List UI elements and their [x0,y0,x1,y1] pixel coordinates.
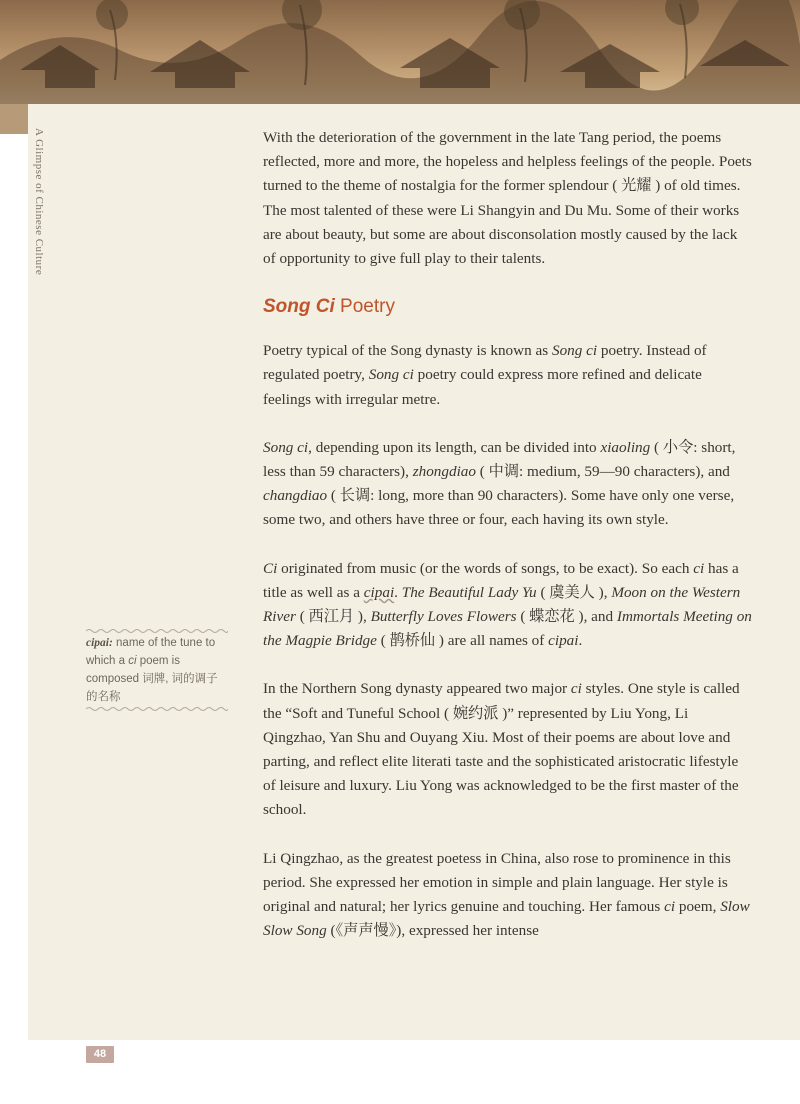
page-number: 48 [86,1046,114,1063]
note-text: poem is composed 词牌, 词的调子的名称 [86,655,218,703]
text: , depending upon its length, can be divided into [308,438,601,456]
main-text [263,126,753,967]
text: ( 中调: medium, 59—90 characters), and [476,463,730,481]
text: Poetry typical of the Song dynasty is known as [263,342,552,360]
term: changdiao [263,487,328,505]
text: ( 长调: long, more than 90 characters). Some have only one verse, some two, and others have three or four, each having its own style. [263,487,735,529]
text: poetry could express more refined and delicate feelings with irregular metre. [263,366,702,408]
term: zhongdiao [412,463,476,481]
term: Song ci [368,366,414,384]
paragraph-1 [263,339,753,412]
wavy-divider-icon [86,706,228,712]
text: In the Northern Song dynasty appeared two major [263,680,571,698]
term: Ci [263,559,278,577]
note-text: name of the tune to which a [86,637,216,667]
text: has a title as well as a [263,559,739,601]
term: Song ci [551,342,598,360]
paragraph-5 [263,847,753,944]
text: styles. One style is called the “Soft and Tuneful School ( 婉约派 )” represented by Liu Yong, Li Qingzhao, Yan Shu and Ouyang Xiu. Most of their poems are about love and parting, and reflect elite literati taste and the sophisticated aristocratic lifestyle of leisure and luxury. Liu Yong was acknowledged to be the first master of the school. [263,680,740,819]
title: Moon on the Western River [263,583,741,626]
text: ( 鹊桥仙 ) are all names of [376,632,549,650]
text: ( 西江月 ), [295,608,371,626]
header-painting-edge [0,104,28,134]
term: ci [570,680,582,698]
title: Slow Slow Song [263,898,750,940]
text: . [578,632,583,650]
term: ci [664,898,676,916]
text: poem, [675,898,721,916]
text: ( 虞美人 ), [536,583,612,601]
paragraph-3 [263,557,753,654]
heading-italic: Song Ci [263,296,335,318]
heading-rest: Poetry [334,296,395,318]
landscape-painting-icon [0,0,800,104]
text: (《声声慢》), expressed her intense [326,922,539,940]
glossary-note [86,622,228,718]
intro-paragraph: With the deterioration of the government in the late Tang period, the poems reflected, more and more, the hopeless and helpless feelings of the people. Poets turned to the theme of nostalgia for the former splendour ( 光耀 ) of old times. The most talented of these were Li Shangyin and Du Mu. Some of their works are about beauty, but some are about disconsolation mostly caused by the lack of opportunity to give full play to their talents. [263,129,752,268]
header-painting [0,0,800,104]
text: . [394,583,402,601]
note-italic: ci [128,655,137,667]
running-head: A Glimpse of Chinese Culture [33,128,45,276]
text: ( 蝶恋花 ), and [516,608,617,626]
note-term: cipai: [86,637,113,649]
term: cipai [548,632,579,650]
title: Immortals Meeting on the Magpie Bridge [263,608,752,650]
term: xiaoling [600,438,651,456]
paragraph-4 [263,677,753,822]
title: The Beautiful Lady Yu [401,583,537,601]
title: Butterfly Loves Flowers [370,608,517,626]
note-body [86,634,228,706]
text: originated from music (or the words of songs, to be exact). So each [277,559,694,577]
text: ( 小令: short, less than 59 characters), [263,438,736,481]
term-cipai: cipai [363,583,395,601]
text: poetry. Instead of regulated poetry, [263,342,707,384]
text: Li Qingzhao, as the greatest poetess in China, also rose to prominence in this period. She expressed her emotion in simple and plain language. Her style is original and natural; her lyrics genuine and touching. Her famous [263,849,731,916]
paragraph-2 [263,436,753,533]
term: Song ci [263,438,309,456]
term: ci [693,559,705,577]
section-heading [263,295,753,319]
